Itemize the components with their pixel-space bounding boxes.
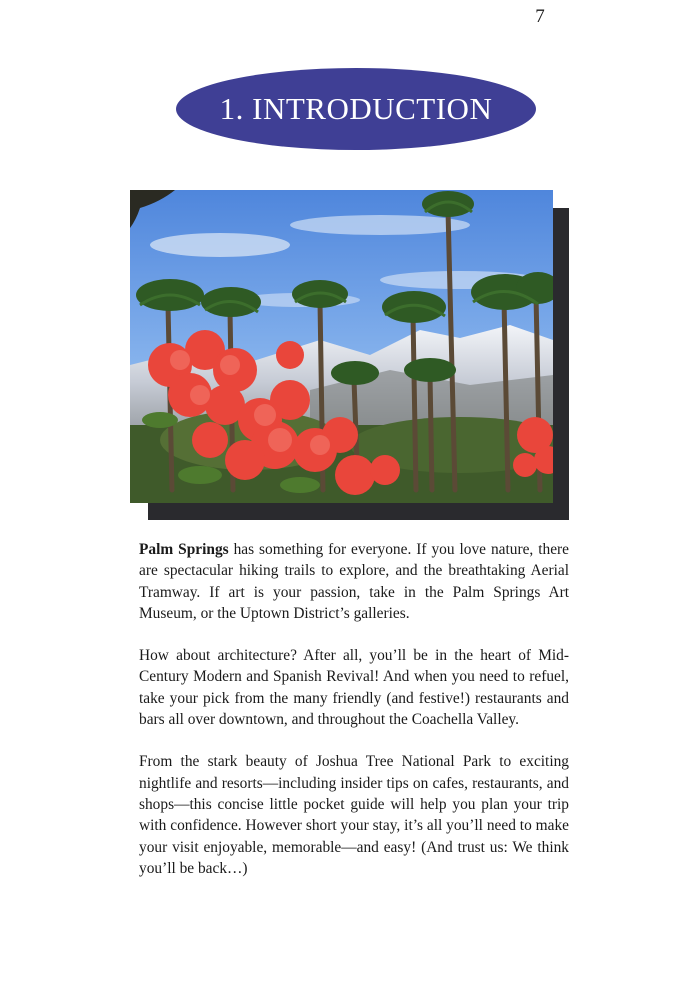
paragraph-2: How about architecture? After all, you’ll be in the heart of Mid-Century Modern and Spanish Revival! And when you need to refuel, take your pick from the many friendly (and festive!) restaurants and bars all over downtown, and throughout the Coachella Valley. — [139, 647, 569, 729]
page-number: 7 — [535, 6, 545, 27]
lead-term: Palm Springs — [139, 541, 229, 558]
intro-text — [139, 539, 569, 900]
photo-illustration — [130, 190, 553, 503]
paragraph-1 — [139, 539, 569, 624]
chapter-title: 1. INTRODUCTION — [219, 91, 493, 126]
paragraph-1-text: has something for everyone. If you love nature, there are spectacular hiking trails to explore, and the breathtaking Aerial Tramway. If art is your passion, take in the Palm Springs Art Museum, or the Uptown District’s galleries. — [139, 541, 569, 622]
chapter-banner — [176, 68, 536, 150]
paragraph-3: From the stark beauty of Joshua Tree National Park to exciting nightlife and resorts—including insider tips on cafes, restaurants, and shops—this concise little pocket guide will help you plan your trip with confidence. However short your stay, it’s all you’ll need to make your visit enjoyable, memorable—and easy! (And trust us: We think you’ll be back…) — [139, 753, 569, 877]
palm-springs-photo — [130, 190, 553, 503]
